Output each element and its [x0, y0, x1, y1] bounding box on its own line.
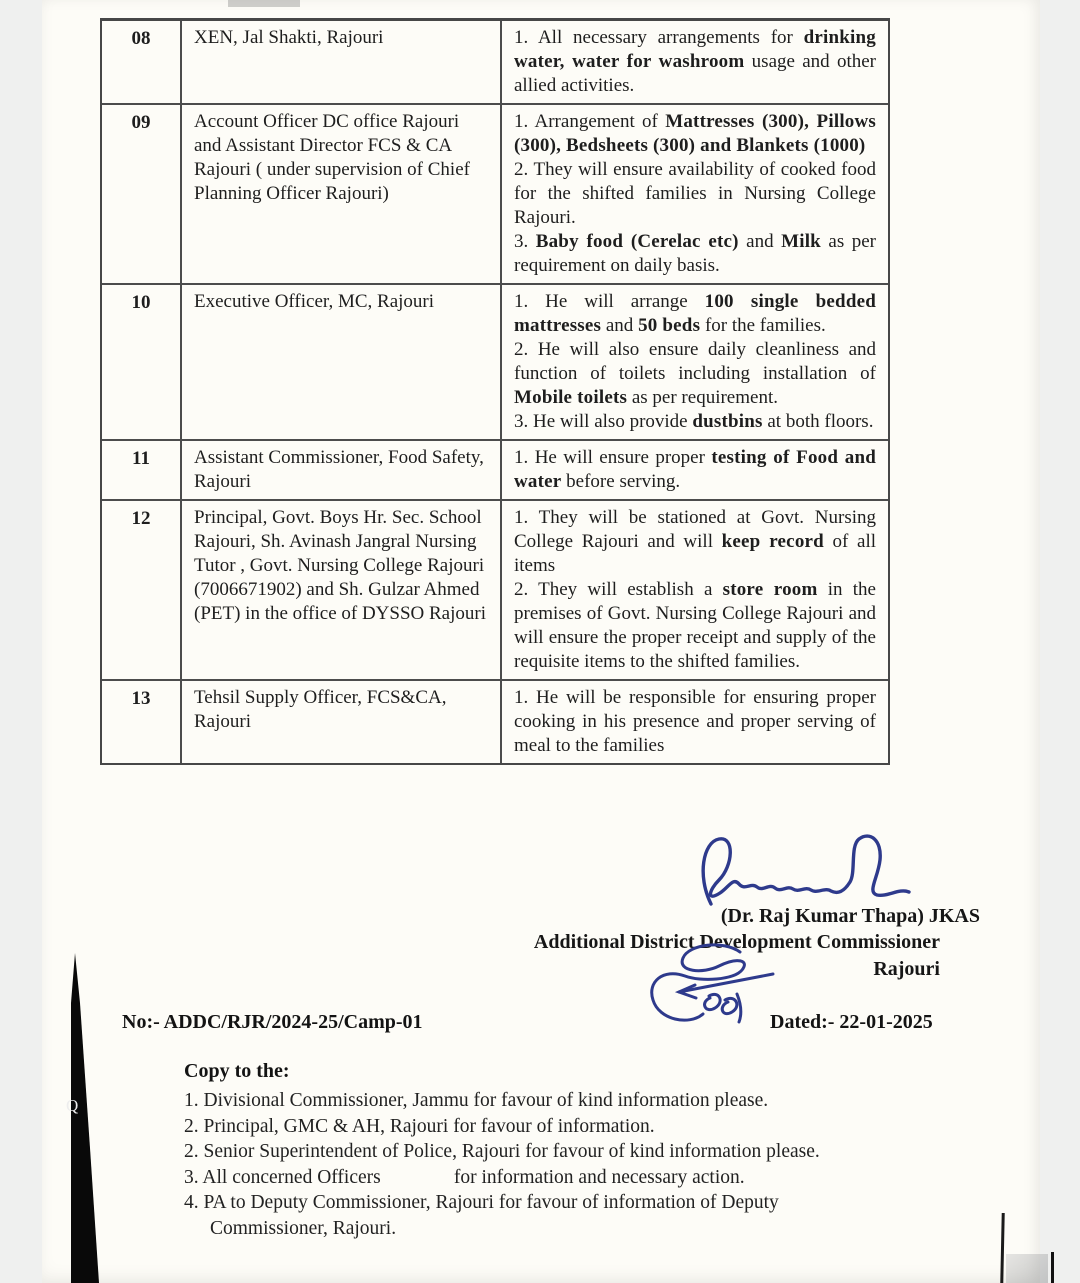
duty-item	[514, 410, 876, 434]
duty-text: 1. He will ensure proper	[514, 447, 712, 468]
duty-item	[514, 578, 876, 674]
scan-edge-wedge	[60, 953, 170, 1283]
duty-text: 100 single bedded mattresses	[514, 291, 876, 336]
serial-number-cell: 10	[102, 285, 182, 439]
duty-text: as per requirement on daily basis.	[514, 231, 876, 276]
duty-text: Baby food (Cerelac etc)	[535, 231, 739, 252]
duty-text: Mobile toilets	[514, 387, 628, 408]
officer-cell: Executive Officer, MC, Rajouri	[182, 285, 502, 439]
assignments-table	[100, 18, 890, 765]
duty-text: before serving.	[561, 471, 681, 492]
duties-cell	[502, 441, 888, 499]
table-row	[102, 681, 888, 763]
reference-number: No:- ADDC/RJR/2024-25/Camp-01	[122, 1011, 423, 1033]
officer-cell: Account Officer DC office Rajouri and Assistant Director FCS & CA Rajouri ( under supervision of Chief Planning Officer Rajouri)	[182, 105, 502, 283]
officer-cell: Principal, Govt. Boys Hr. Sec. School Rajouri, Sh. Avinash Jangral Nursing Tutor , Govt. Nursing College Rajouri (7006671902) and Sh. Gulzar Ahmed (PET) in the office of DYSSO Rajouri	[182, 501, 502, 679]
dated-label: Dated:- 22-01-2025	[770, 1011, 933, 1033]
copy-to-item: 3. All concerned Officers for information and necessary action.	[184, 1166, 745, 1188]
duties-cell	[502, 501, 888, 679]
duty-text: 3. He will also provide	[514, 411, 693, 432]
duty-item	[514, 686, 876, 758]
duty-text: and	[738, 231, 782, 252]
table-row	[102, 501, 888, 681]
duty-text: 1. He will be responsible for ensuring proper cooking in his presence and proper serving of meal to the families	[514, 687, 876, 756]
copy-to-item: 2. Principal, GMC & AH, Rajouri for favour of information.	[184, 1115, 655, 1137]
duty-text: 1. All necessary arrangements for	[514, 27, 804, 48]
table-row	[102, 21, 888, 105]
duty-text: of all items	[514, 531, 877, 576]
signatory-title: Additional District Development Commissioner	[533, 931, 940, 953]
copy-to-item: 1. Divisional Commissioner, Jammu for favour of kind information please.	[184, 1090, 769, 1111]
copy-to-item: 4. PA to Deputy Commissioner, Rajouri for favour of information of Deputy Commissioner, Rajouri.	[184, 1192, 784, 1239]
table-row	[102, 105, 888, 285]
duty-item	[514, 506, 876, 578]
serial-number-cell: 09	[102, 105, 182, 283]
duty-item	[514, 110, 876, 158]
duty-text: 1. They will be stationed at Govt. Nursing College Rajouri and will	[514, 507, 876, 552]
duty-text: at both floors.	[762, 411, 874, 432]
serial-number-cell: 12	[102, 501, 182, 679]
duty-text: Mattresses (300), Pillows (300), Bedsheets (300) and Blankets (1000)	[514, 111, 877, 156]
duty-item	[514, 26, 876, 98]
signatory-place: Rajouri	[873, 958, 940, 980]
copy-to-list	[184, 1088, 846, 1241]
copy-to-heading: Copy to the:	[184, 1060, 290, 1082]
duty-text: 50 beds	[638, 315, 701, 336]
duties-cell	[502, 285, 888, 439]
duty-text: 3.	[514, 231, 536, 252]
officer-cell: Tehsil Supply Officer, FCS&CA, Rajouri	[182, 681, 502, 763]
duty-text: usage and other allied activities.	[514, 51, 876, 96]
table-row	[102, 441, 888, 501]
duties-cell	[502, 21, 888, 103]
duty-text: 1. He will arrange	[514, 291, 705, 312]
scan-smudge-bottom-right	[1006, 1254, 1048, 1283]
duty-text: testing of Food and water	[514, 447, 876, 492]
duty-item	[514, 290, 876, 338]
duty-text: 2. They will establish a	[514, 579, 723, 600]
duty-text: keep record	[721, 531, 824, 552]
duty-text: dustbins	[692, 411, 763, 432]
duties-cell	[502, 681, 888, 763]
scan-smudge-top	[228, 0, 300, 7]
duty-text: 2. He will also ensure daily cleanliness and function of toilets including installation of	[514, 339, 876, 384]
duty-item	[514, 446, 876, 494]
serial-number-cell: 11	[102, 441, 182, 499]
duty-text: and	[601, 315, 639, 336]
scan-edge-line-2	[1051, 1252, 1054, 1283]
signatory-name: (Dr. Raj Kumar Thapa) JKAS	[720, 905, 980, 927]
duty-item	[514, 338, 876, 410]
duty-text: 2. They will ensure availability of cooked food for the shifted families in Nursing College Rajouri.	[514, 159, 876, 228]
duty-item	[514, 158, 876, 230]
duty-item	[514, 230, 876, 278]
duty-text: 1. Arrangement of	[514, 111, 666, 132]
duty-text: in the premises of Govt. Nursing College Rajouri and will ensure the proper receipt and supply of the requisite items to the shifted families.	[514, 579, 876, 672]
copy-to-item: 2. Senior Superintendent of Police, Rajouri for favour of kind information please.	[184, 1141, 820, 1162]
edge-artifact-letter: Q	[66, 1096, 79, 1115]
duty-text: store room	[722, 579, 818, 600]
officer-cell: XEN, Jal Shakti, Rajouri	[182, 21, 502, 103]
duty-text: drinking water, water for washroom	[514, 27, 876, 72]
serial-number-cell: 13	[102, 681, 182, 763]
duties-cell	[502, 105, 888, 283]
duty-text: for the families.	[700, 315, 826, 336]
duty-text: as per requirement.	[627, 387, 778, 408]
table-row	[102, 285, 888, 441]
officer-cell: Assistant Commissioner, Food Safety, Rajouri	[182, 441, 502, 499]
duty-text: Milk	[781, 231, 821, 252]
serial-number-cell: 08	[102, 21, 182, 103]
